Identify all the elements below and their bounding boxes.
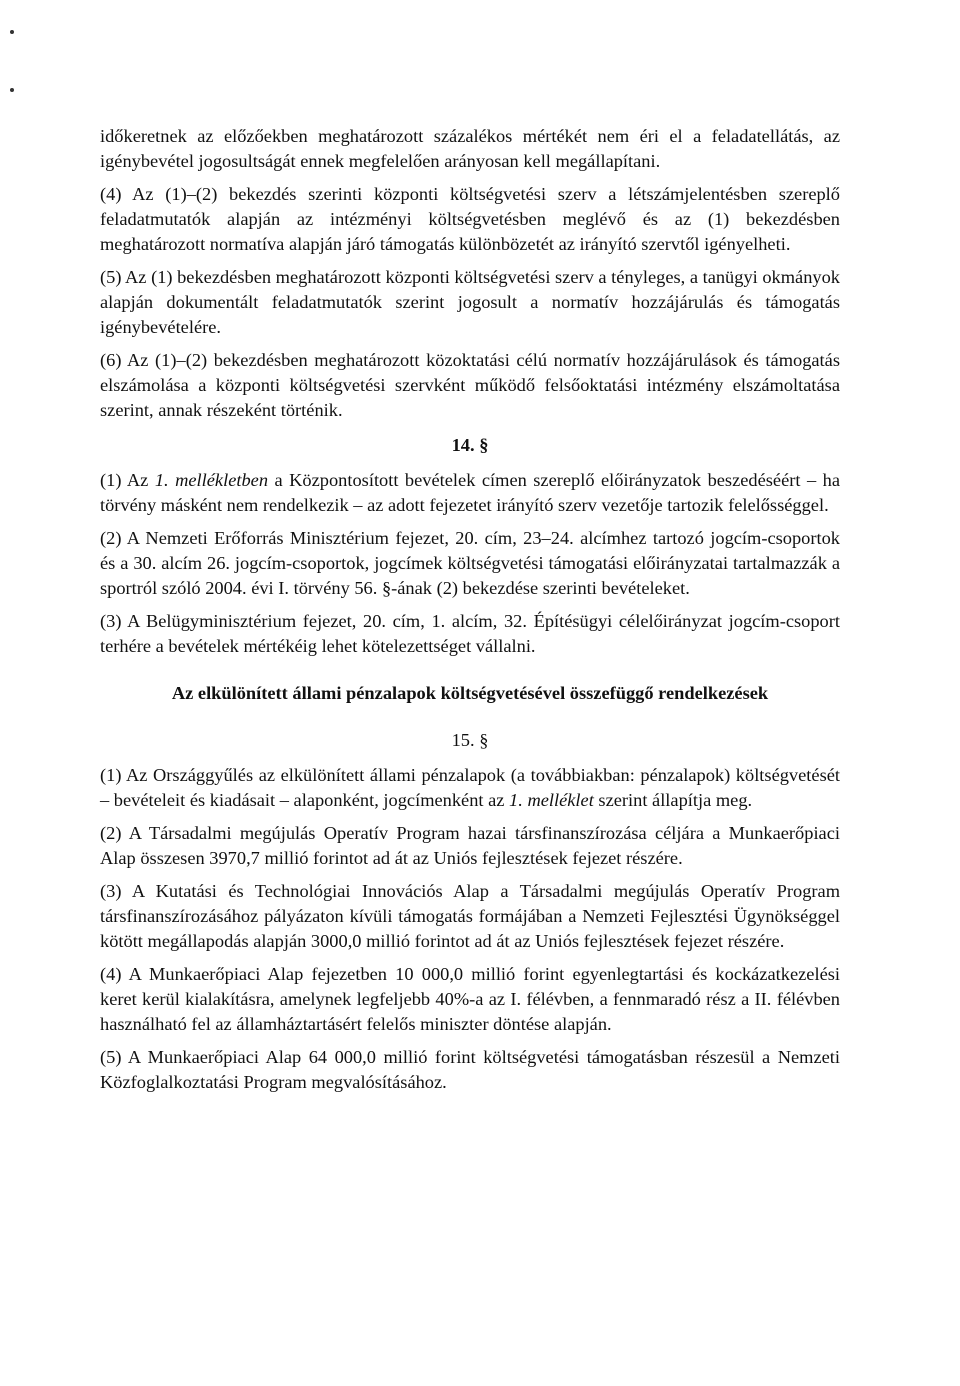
chapter-heading: Az elkülönített állami pénzalapok költségvetésével összefüggő rendelkezések xyxy=(171,683,769,703)
paragraph-15-5: (5) A Munkaerőpiaci Alap 64 000,0 millió forint költségvetési támogatásban részesül a Nemzeti Közfoglalkoztatási Program megvalósításához. xyxy=(100,1047,840,1092)
scan-artifact-dot xyxy=(10,88,14,92)
paragraph-14-3: (3) A Belügyminisztérium fejezet, 20. cím, 1. alcím, 32. Építésügyi célelőirányzat jogcím-csoport terhére a bevételek mértékéig lehet kötelezettséget vállalni. xyxy=(100,611,840,656)
paragraph-15-1: (1) Az Országgyűlés az elkülönített állami pénzalapok (a továbbiakban: pénzalapok) költségvetését – bevételeit és kiadásait – alaponként, jogcímenként az 1. melléklet szerint állapítja meg. xyxy=(100,765,840,810)
paragraph-15-4: (4) A Munkaerőpiaci Alap fejezetben 10 000,0 millió forint egyenlegtartási és kockázatkezelési keret kerül kialakításra, amelynek legfeljebb 40%-a az I. félévben, a fennmaradó rész a II. félévben használható fel az államháztartásért felelős miniszter döntése alapján. xyxy=(100,964,840,1034)
section-15-title: 15. § xyxy=(451,730,489,750)
paragraph-continuation: időkeretnek az előzőekben meghatározott százalékos mértékét nem éri el a feladatellátás, az igénybevétel jogosultságát ennek megfelelően arányosan kell megállapítani. xyxy=(100,126,840,171)
document-page xyxy=(100,124,840,1103)
scan-artifact-dot xyxy=(10,30,14,34)
paragraph-13-6: (6) Az (1)–(2) bekezdésben meghatározott közoktatási célú normatív hozzájárulások és támogatás elszámolása a központi költségvetési szervként működő felsőoktatási intézmény elszámoltatása szerint, annak részeként történik. xyxy=(100,350,840,420)
paragraph-13-5: (5) Az (1) bekezdésben meghatározott központi költségvetési szerv a tényleges, a tanügyi okmányok alapján dokumentált feladatmutatók szerint jogosult a normatív hozzájárulás és támogatás igénybevételére. xyxy=(100,267,840,337)
section-14-title: 14. § xyxy=(451,435,489,455)
paragraph-14-1: (1) Az 1. mellékletben a Központosított bevételek címen szereplő előirányzatok beszedéséért – ha törvény másként nem rendelkezik – az adott fejezetet irányító szerv vezetője tartozik felelősséggel. xyxy=(100,470,840,515)
paragraph-15-2: (2) A Társadalmi megújulás Operatív Program hazai társfinanszírozása céljára a Munkaerőpiaci Alap összesen 3970,7 millió forintot ad át az Uniós fejlesztések fejezet részére. xyxy=(100,823,840,868)
paragraph-13-4: (4) Az (1)–(2) bekezdés szerinti központi költségvetési szerv a létszámjelentésben szereplő feladatmutatók alapján az intézményi költségvetésben meglévő és az (1) bekezdésben meghatározott normatíva alapján járó támogatás különbözetét az irányító szervtől igényelheti. xyxy=(100,184,840,254)
paragraph-15-3: (3) A Kutatási és Technológiai Innovációs Alap a Társadalmi megújulás Operatív Program társfinanszírozásához pályázaton kívüli támogatás formájában a Nemzeti Fejlesztési Ügynökséggel kötött megállapodás alapján 3000,0 millió forintot ad át az Uniós fejlesztések fejezet részére. xyxy=(100,881,840,951)
paragraph-14-2: (2) A Nemzeti Erőforrás Minisztérium fejezet, 20. cím, 23–24. alcímhez tartozó jogcím-csoportok és a 30. alcím 26. jogcím-csoportok, jogcímek költségvetési támogatási előirányzatai tartalmazzák a sportról szóló 2004. évi I. törvény 56. §-ának (2) bekezdése szerinti bevételeket. xyxy=(100,528,840,598)
